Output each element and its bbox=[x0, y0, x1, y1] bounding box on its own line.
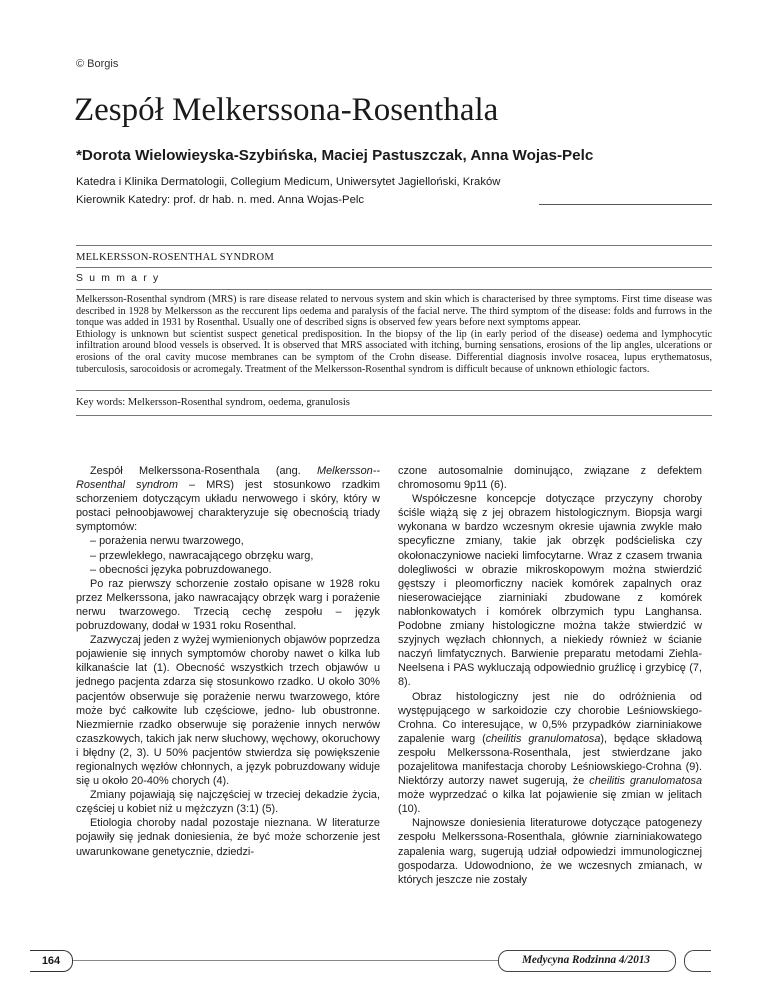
journal-name: Medycyna Rodzinna 4/2013 bbox=[521, 954, 651, 966]
text-run: ), będące składową zespołu Melkerssona-Rosenthala, jest stwierdzane jako pozajelitowa manifestacja choroby Leśniowskiego-Crohna (9). Niektórzy autorzy nawet sugerują, że bbox=[398, 732, 702, 788]
emphasis-text: Melkersson-Rosenthal syndrom bbox=[76, 465, 380, 492]
body-paragraph: Zmiany pojawiają się najczęściej w trzeciej dekadzie życia, częściej u kobiet niż u mężczyzn (3:1) (5). bbox=[76, 789, 380, 816]
abstract-text bbox=[76, 294, 712, 375]
text-run: Zespół Melkerssona-Rosenthala (ang. bbox=[90, 465, 318, 477]
text-run: Obraz histologiczny jest nie do odróżnienia od występującego w sarkoidozie czy chorobie Leśniowskiego-Crohna. Co interesujące, w 0,5% przypadków ziarniniakowe zapalenie warg ( bbox=[398, 690, 702, 745]
divider bbox=[76, 289, 712, 290]
page-number: 164 bbox=[30, 950, 73, 972]
list-item: – obecności języka pobruzdowanego. bbox=[90, 563, 272, 576]
footer-rule bbox=[72, 960, 498, 961]
body-paragraph: Najnowsze doniesienia literaturowe dotyczące patogenezy zespołu Melkerssona-Rosenthala, głównie ziarniniakowatego zapalenia warg, sugerują udział odpowiedzi immunologicznej gospodarza. Udowodniono, że we wczesnych zmianach, w których jeszcze nie zostały bbox=[398, 817, 702, 886]
divider bbox=[76, 415, 712, 416]
publisher-label: © Borgis bbox=[76, 58, 119, 70]
list-item: – przewlekłego, nawracającego obrzęku warg, bbox=[90, 549, 314, 562]
text-run: może wyprzedzać o kilka lat pojawienie się zmian w jelitach (10). bbox=[398, 789, 702, 816]
affiliation-rule bbox=[539, 204, 712, 205]
body-paragraph: Etiologia choroby nadal pozostaje nieznana. W literaturze pojawiły się jednak doniesienia, że być może schorzenie jest uwarunkowane genetycznie, dziedzi- bbox=[76, 817, 380, 858]
body-paragraph: czone autosomalnie dominująco, związane z defektem chromosomu 9p11 (6). bbox=[398, 465, 702, 492]
footer-end-tab bbox=[684, 950, 711, 972]
affiliation-line: Katedra i Klinika Dermatologii, Collegium Medicum, Uniwersytet Jagielloński, Kraków bbox=[76, 176, 501, 188]
divider bbox=[76, 390, 712, 391]
authors-line: *Dorota Wielowieyska-Szybińska, Maciej Pastuszczak, Anna Wojas-Pelc bbox=[76, 147, 594, 164]
english-title: MELKERSSON-ROSENTHAL SYNDROM bbox=[76, 252, 274, 263]
divider bbox=[76, 267, 712, 268]
emphasis-text: cheilitis granulomatosa bbox=[589, 775, 702, 788]
body-column-right bbox=[398, 464, 702, 887]
summary-label: S u m m a r y bbox=[76, 273, 160, 284]
body-paragraph bbox=[398, 690, 702, 817]
body-column-left bbox=[76, 464, 380, 859]
emphasis-text: cheilitis granulomatosa bbox=[485, 732, 601, 745]
keywords: Key words: Melkersson-Rosenthal syndrom, oedema, granulosis bbox=[76, 397, 350, 408]
body-paragraph: Zazwyczaj jeden z wyżej wymienionych objawów poprzedza pojawienie się innych symptomów choroby nawet o kilka lub kilkanaście lat (1). Obecność wszystkich trzech objawów u jednego pacjenta zdarza się stosunkowo rzadko. U około 30% pacjentów obserwuje się porażenie nerwu twarzowego, które może być całkowite lub częściowe, jedno- lub obustronne. Niezmiernie rzadko obserwuje się porażenie innych nerwów czaszkowych, takich jak nerw słuchowy, węchowy, okoruchowy i błędny (2, 3). U 50% pacjentów stwierdza się powiększenie regionalnych węzłów chłonnych, a język pobruzdowany widuje się u około 20-40% chorych (4). bbox=[76, 634, 380, 788]
body-paragraph bbox=[76, 464, 380, 534]
body-paragraph: Po raz pierwszy schorzenie zostało opisane w 1928 roku przez Melkerssona, jako nawracający obrzęk warg i porażenie nerwu twarzowego. Trzecią cechę zespołu – język pobruzdowany, dodał w 1931 roku Rosenthal. bbox=[76, 577, 380, 633]
abstract-paragraph: Melkersson-Rosenthal syndrom (MRS) is rare disease related to nervous system and skin which is characterised by three symptoms. First time disease was described in 1928 by Melkersson as the reccurent lips oedema and paralysis of the facial nerve. The third symptom of the disease: folds and furrows in the tonque was added in 1931 by Rosenthal. Usually one of described signs is observed few years before next symptoms appear. bbox=[76, 294, 712, 329]
department-head-line: Kierownik Katedry: prof. dr hab. n. med. Anna Wojas-Pelc bbox=[76, 194, 365, 206]
list-item: – porażenia nerwu twarzowego, bbox=[90, 535, 244, 548]
text-run: – MRS) jest stosunkowo rzadkim schorzeniem dotyczącym układu nerwowego i skóry, który w postaci pełnoobjawowej charakteryzuje się obecnością triady symptomów: bbox=[76, 479, 380, 534]
article-title: Zespół Melkerssona-Rosenthala bbox=[74, 92, 499, 128]
divider bbox=[76, 245, 712, 246]
body-paragraph: Współczesne koncepcje dotyczące przyczyny choroby ściśle wiążą się z jej obrazem histologicznym. Biopsja wargi wykonana w bardzo wczesnym okresie ujawnia zwykle mało specyficzne zmiany, takie jak obrzęk podścieliska czy okołonaczyniowe nacieki limfocytarne. Wraz z czasem trwania dolegliwości w obrazie mikroskopowym można stwierdzić gęstszy i pleomorficzny naciek komórek zapalnych oraz nieserowaciejące ziarniniaki zbudowane z komórek nabłonkowatych i komórek olbrzymich typu Langhansa. Podobne zmiany histologiczne można także stwierdzić w szyjnych węzłach chłonnych, a niekiedy również w ścianie naczyń limfatycznych. Barwienie preparatu metodami Ziehla-Neelsena i PAS wykluczają odpowiednio gruźlicę i grzybicę (7, 8). bbox=[398, 493, 702, 689]
abstract-paragraph: Ethiology is unknown but scientist suspect genetical predisposition. In the biopsy of the lip (in early period of the disease) oedema and lymphocytic infiltration around blood vessels is observed. It is observed that MRS associated with itching, burning sensations, erosions of the lip angles, ulcerations or erosions of the oral cavity mucose membranes can be symptom of the Crohn disease. Differential diagnosis involve rosacea, lupus erythematosus, tuberculosis, sarocoidosis or acromegaly. Treatment of the Melkersson-Rosenthal syndrom is difficult because of unknown ethiologic factors. bbox=[76, 328, 712, 375]
